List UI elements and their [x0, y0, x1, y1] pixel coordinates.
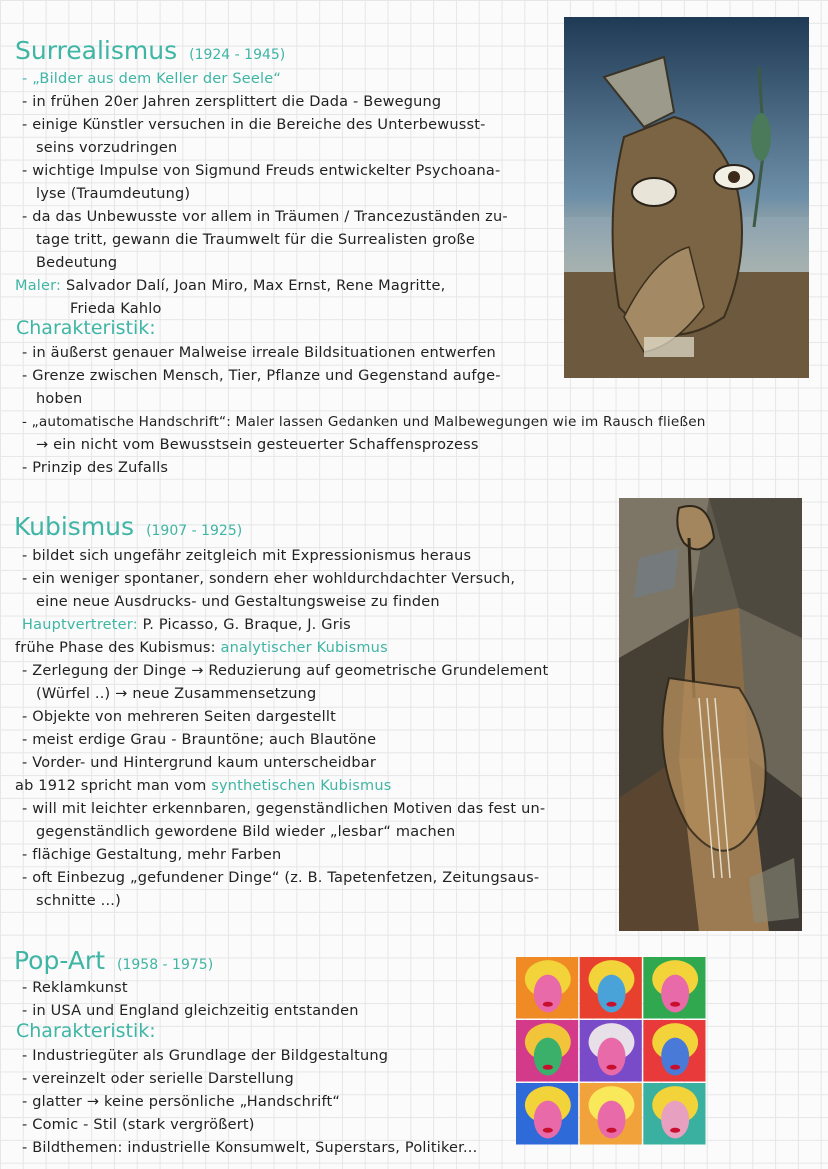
- surreal-char-5: - Prinzip des Zufalls: [22, 460, 169, 476]
- surreal-bullet-1: - in frühen 20er Jahren zersplittert die Dada - Bewegung: [22, 94, 442, 110]
- synthetic-0: - will mit leichter erkennbaren, gegenständlichen Motiven das fest un-: [22, 801, 546, 817]
- maler-row: [15, 275, 445, 297]
- synth-label: ab 1912 spricht man vom: [15, 778, 207, 794]
- surreal-char-3: - „automatische Handschrift“: Maler lassen Gedanken und Malbewegungen wie im Rausch fließen: [22, 414, 706, 430]
- pop-bullet-1: - in USA und England gleichzeitig entstanden: [22, 1003, 359, 1019]
- pop-bullet-0: - Reklamkunst: [22, 980, 128, 996]
- warhol-marilyn-grid-icon: [516, 957, 707, 1146]
- phase-name: analytischer Kubismus: [220, 640, 388, 656]
- synth-name: synthetischen Kubismus: [211, 778, 392, 794]
- kubismus-years: (1907 - 1925): [146, 523, 243, 539]
- surreal-bullet-8: Bedeutung: [36, 255, 118, 271]
- pop-char-0: - Industriegüter als Grundlage der Bildgestaltung: [22, 1048, 389, 1064]
- kubismus-heading: Kubismus: [14, 512, 135, 541]
- synthetic-3: - oft Einbezug „gefundener Dinge“ (z. B. Tapetenfetzen, Zeitungsaus-: [22, 870, 540, 886]
- popart-years: (1958 - 1975): [117, 957, 214, 973]
- analytic-0: - Zerlegung der Dinge → Reduzierung auf geometrische Grundelement: [22, 663, 549, 679]
- braque-violin-painting-icon: [619, 498, 802, 931]
- synthetic-1: gegenständlich gewordene Bild wieder „lesbar“ machen: [36, 824, 456, 840]
- pop-char-heading: Charakteristik:: [16, 1020, 156, 1042]
- analytic-3: - meist erdige Grau - Brauntöne; auch Blautöne: [22, 732, 377, 748]
- phase-label: frühe Phase des Kubismus:: [15, 640, 216, 656]
- surreal-bullet-3: seins vorzudringen: [36, 140, 178, 156]
- surreal-bullet-7: tage tritt, gewann die Traumwelt für die Surrealisten große: [36, 232, 475, 248]
- surreal-char-0: - in äußerst genauer Malweise irreale Bildsituationen entwerfen: [22, 345, 496, 361]
- popart-title: [14, 946, 213, 980]
- pop-char-1: - vereinzelt oder serielle Darstellung: [22, 1071, 294, 1087]
- synthetic-2: - flächige Gestaltung, mehr Farben: [22, 847, 282, 863]
- analytic-1: (Würfel ..) → neue Zusammensetzung: [36, 686, 317, 702]
- maler-names-2: Frieda Kahlo: [70, 301, 162, 317]
- kubis-bullet-2: eine neue Ausdrucks- und Gestaltungsweise zu finden: [36, 594, 440, 610]
- surreal-char-4: → ein nicht vom Bewusstsein gesteuerter Schaffensprozess: [36, 437, 479, 453]
- synth-row: [15, 775, 392, 797]
- surreal-bullet-0: - „Bilder aus dem Keller der Seele“: [22, 71, 282, 87]
- surreal-bullet-2: - einige Künstler versuchen in die Bereiche des Unterbewusst-: [22, 117, 486, 133]
- surreal-char-heading: Charakteristik:: [16, 317, 156, 339]
- pop-char-2: - glatter → keine persönliche „Handschrift“: [22, 1094, 341, 1110]
- haupt-label: Hauptvertreter:: [22, 617, 138, 633]
- surrealismus-title: [15, 36, 285, 70]
- synthetic-4: schnitte ...): [36, 893, 121, 909]
- haupt-names: P. Picasso, G. Braque, J. Gris: [142, 617, 351, 633]
- surreal-char-2: hoben: [36, 391, 83, 407]
- kubismus-title: [14, 512, 242, 546]
- surreal-char-1: - Grenze zwischen Mensch, Tier, Pflanze und Gegenstand aufge-: [22, 368, 501, 384]
- surreal-bullet-4: - wichtige Impulse von Sigmund Freuds entwickelter Psychoana-: [22, 163, 501, 179]
- analytic-4: - Vorder- und Hintergrund kaum unterscheidbar: [22, 755, 377, 771]
- surrealismus-heading: Surrealismus: [15, 36, 178, 65]
- surrealismus-years: (1924 - 1945): [189, 47, 286, 63]
- maler-label: Maler:: [15, 278, 62, 294]
- kubis-bullet-0: - bildet sich ungefähr zeitgleich mit Expressionismus heraus: [22, 548, 472, 564]
- popart-heading: Pop-Art: [14, 946, 106, 975]
- pop-char-3: - Comic - Stil (stark vergrößert): [22, 1117, 255, 1133]
- surreal-bullet-5: lyse (Traumdeutung): [36, 186, 191, 202]
- surreal-bullet-6: - da das Unbewusste vor allem in Träumen / Trancezuständen zu-: [22, 209, 508, 225]
- kubis-bullet-1: - ein weniger spontaner, sondern eher wohldurchdachter Versuch,: [22, 571, 516, 587]
- maler-names-1: Salvador Dalí, Joan Miro, Max Ernst, Rene Magritte,: [65, 278, 446, 294]
- phase-row: [15, 637, 388, 659]
- haupt-row: [22, 614, 351, 636]
- dali-painting-icon: [564, 17, 809, 378]
- analytic-2: - Objekte von mehreren Seiten dargestellt: [22, 709, 337, 725]
- pop-char-4: - Bildthemen: industrielle Konsumwelt, Superstars, Politiker...: [22, 1140, 478, 1156]
